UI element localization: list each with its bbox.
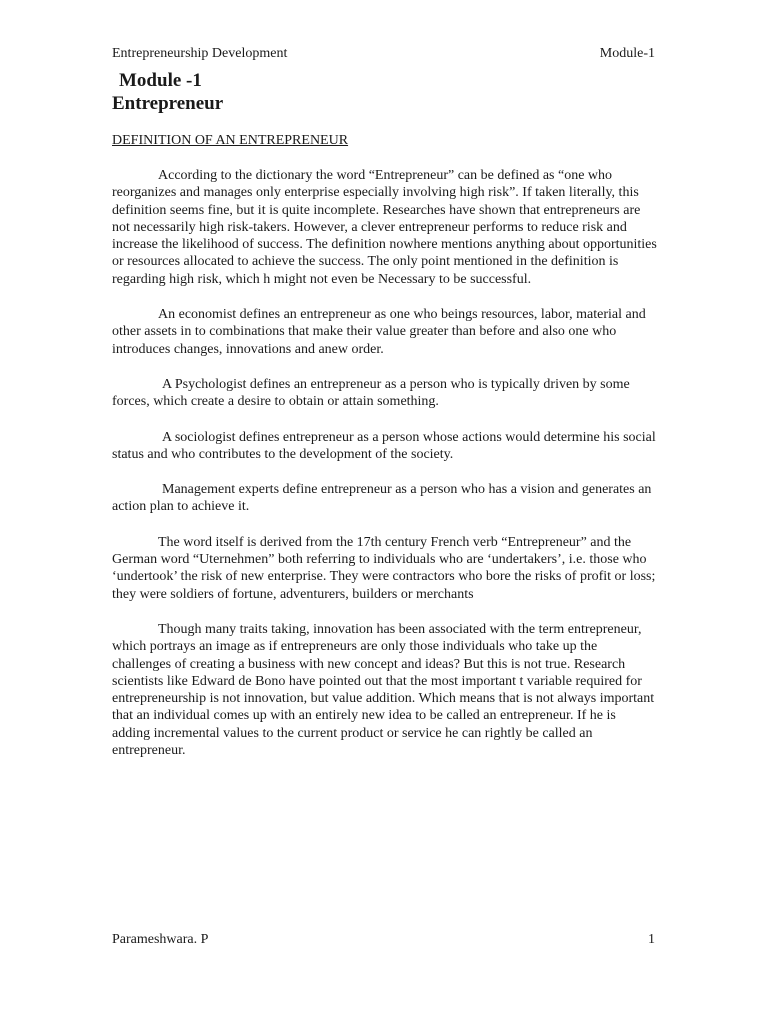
paragraph-innovation: Though many traits taking, innovation has been associated with the term entrepreneur, which portrays an image as if entrepreneurs are only those individuals who take up the challenges of creating a business with new concept and ideas? But this is not true. Research scientists like Edward de Bono have pointed out that the most important t variable required for entrepreneurship is not innovation, but value addition. Which means that is not always important that an individual comes up with an entirely new idea to be called an entrepreneur. If he is adding incremental values to the current product or service he can rightly be called an entrepreneur. xyxy=(112,621,655,759)
module-heading: Module -1 xyxy=(119,70,202,91)
running-header-module: Module-1 xyxy=(599,46,655,61)
paragraph-word-origin: The word itself is derived from the 17th century French verb “Entrepreneur” and the German word “Uternehmen” both referring to individuals who are ‘undertakers’, i.e. those who ‘undertook’ the risk of new enterprise. They were contractors who bore the risks of profit or loss; they were soldiers of fortune, adventurers, builders or merchants xyxy=(112,534,656,602)
page-title: Entrepreneur xyxy=(112,93,224,114)
paragraph-psychologist-definition: A Psychologist defines an entrepreneur as a person who is typically driven by some forces, which create a desire to obtain or attain something. xyxy=(112,376,630,410)
paragraph-dictionary-definition: According to the dictionary the word “Entrepreneur” can be defined as “one who reorganizes and manages only enterprise especially involving high risk”. If taken literally, this definition seems fine, but it is quite incomplete. Researches have shown that entrepreneurs are not necessarily high risk-takers. However, a clever entrepreneur performs to reduce risk and increase the likelihood of success. The definition nowhere mentions anything about opportunities or resources allocated to achieve the success. The only point mentioned in the definition is regarding high risk, which h might not even be Necessary to be successful. xyxy=(112,168,657,287)
footer-author: Parameshwara. P xyxy=(112,932,209,947)
section-heading: DEFINITION OF AN ENTREPRENEUR xyxy=(112,133,349,148)
paragraph-economist-definition: An economist defines an entrepreneur as one who beings resources, labor, material and other assets in to combinations that make their value greater than before and also one who introduces changes, innovations and anew order. xyxy=(112,307,646,357)
page-number: 1 xyxy=(648,932,655,947)
paragraph-management-definition: Management experts define entrepreneur as a person who has a vision and generates an action plan to achieve it. xyxy=(112,482,652,515)
running-header-title: Entrepreneurship Development xyxy=(112,46,288,61)
body-text xyxy=(112,167,657,777)
paragraph-sociologist-definition: A sociologist defines entrepreneur as a person whose actions would determine his social status and who contributes to the development of the society. xyxy=(112,429,656,462)
